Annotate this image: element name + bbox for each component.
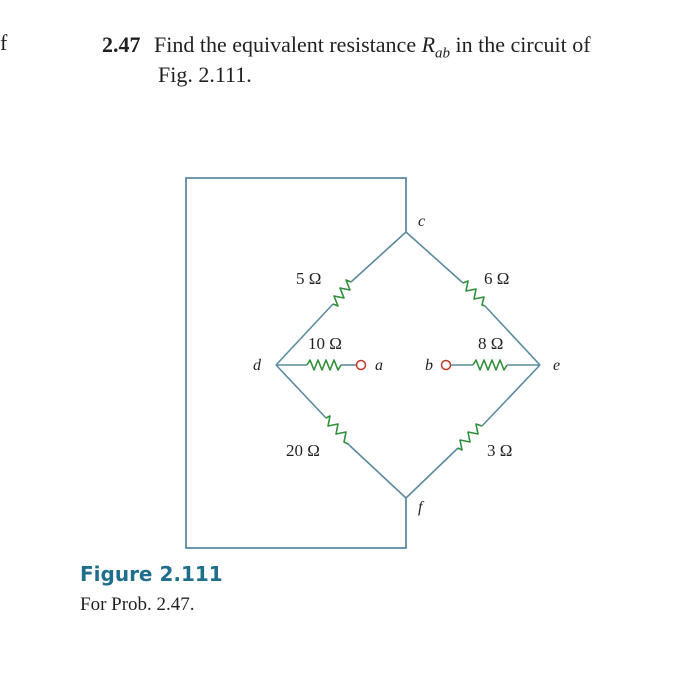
node-label-f: f xyxy=(418,499,423,516)
resistor-8-ohm xyxy=(473,360,507,370)
resistance-symbol-main: R xyxy=(421,32,436,57)
resistor-5-ohm xyxy=(333,280,351,306)
problem-text-after: in the circuit of xyxy=(455,32,591,57)
label-20-ohm: 20 Ω xyxy=(286,441,320,460)
outer-wire xyxy=(186,178,406,548)
label-8-ohm: 8 Ω xyxy=(478,334,504,353)
problem-text-before: Find the equivalent resistance xyxy=(154,32,417,57)
problem-line-2: Fig. 2.111. xyxy=(158,62,252,87)
label-10-ohm: 10 Ω xyxy=(308,334,342,353)
node-label-b: b xyxy=(425,357,433,374)
problem-number: 2.47 xyxy=(102,32,141,57)
resistor-3-ohm-branch xyxy=(406,365,540,498)
node-label-c: c xyxy=(418,213,426,230)
label-6-ohm: 6 Ω xyxy=(484,269,510,288)
terminal-a xyxy=(357,361,366,370)
node-label-e: e xyxy=(553,357,561,374)
resistor-8-ohm-branch xyxy=(442,360,541,370)
node-label-a: a xyxy=(375,357,383,374)
resistor-3-ohm xyxy=(458,424,482,450)
resistor-20-ohm-branch xyxy=(276,365,406,498)
page-edge-letter: f xyxy=(0,30,8,55)
terminal-b xyxy=(442,361,451,370)
node-label-d: d xyxy=(253,357,261,374)
label-3-ohm: 3 Ω xyxy=(487,441,513,460)
resistance-symbol-sub: ab xyxy=(435,45,451,62)
resistor-6-ohm xyxy=(463,281,485,306)
resistor-10-ohm-branch xyxy=(276,360,366,370)
resistor-6-ohm-branch xyxy=(406,232,540,365)
figure-title: Figure 2.111 xyxy=(80,562,223,586)
resistor-20-ohm xyxy=(326,416,348,444)
figure-caption: For Prob. 2.47. xyxy=(80,594,195,615)
resistor-10-ohm xyxy=(307,360,341,370)
label-5-ohm: 5 Ω xyxy=(296,269,322,288)
